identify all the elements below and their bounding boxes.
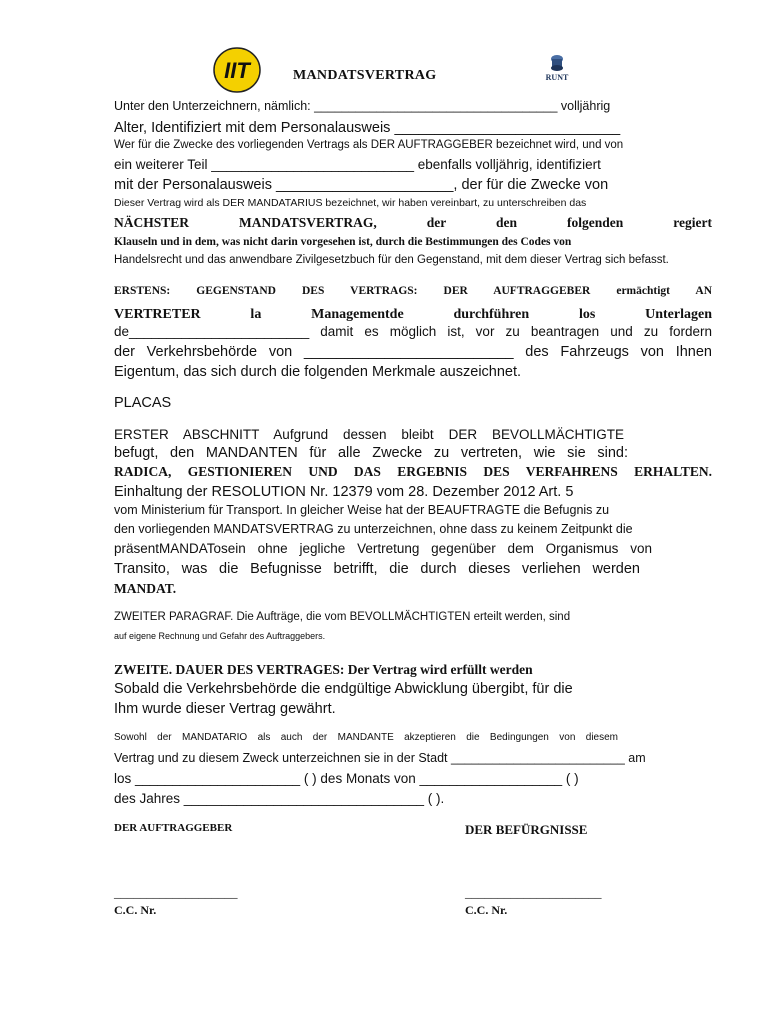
text-line: Eigentum, das sich durch die folgenden Merkmale auszeichnet. bbox=[114, 364, 522, 380]
text-line: los ______________________ ( ) des Monats von ___________________ ( ) bbox=[114, 771, 579, 786]
section-heading: RADICA, GESTIONIEREN UND DAS ERGEBNIS DES VERFAHRENS ERHALTEN. bbox=[114, 464, 712, 479]
text-line: Alter, Identifiziert mit dem Personalausweis ____________________________ bbox=[114, 120, 621, 136]
svg-text:RUNT: RUNT bbox=[545, 73, 569, 82]
signature-line-agent: _____________________ bbox=[465, 885, 602, 900]
text-line: den vorliegenden MANDATSVERTRAG zu unterzeichnen, ohne dass zu keinem Zeitpunkt die bbox=[114, 522, 633, 536]
signature-label-client: DER AUFTRAGGEBER bbox=[114, 822, 233, 834]
text-line bbox=[114, 305, 712, 323]
text-line: Unter den Unterzeichnern, nämlich: ___________________________________ volljährig bbox=[114, 99, 611, 113]
text-line: Vertrag und zu diesem Zweck unterzeichnen sie in der Stadt _________________________ am bbox=[114, 751, 646, 765]
svg-text:IIT: IIT bbox=[224, 58, 250, 83]
text-line: ein weiterer Teil ___________________________ ebenfalls volljährig, identifiziert bbox=[114, 157, 601, 172]
text-line: PLACAS bbox=[114, 395, 172, 411]
text-line: der Verkehrsbehörde von __________________________ des Fahrzeugs von Ihnen bbox=[114, 344, 712, 360]
text-line: des Jahres ________________________________ ( ). bbox=[114, 791, 445, 806]
text-line: Sobald die Verkehrsbehörde die endgültige Abwicklung übergibt, für die bbox=[114, 681, 573, 697]
text-line: mit der Personalausweis ______________________, der für die Zwecke von bbox=[114, 177, 609, 193]
document-title: MANDATSVERTRAG bbox=[293, 68, 437, 83]
id-number-label-agent: C.C. Nr. bbox=[465, 903, 508, 917]
company-logo-right bbox=[537, 50, 577, 86]
text-line: Ihm wurde dieser Vertrag gewährt. bbox=[114, 701, 336, 717]
text-line: Sowohl der MANDATARIO als auch der MANDANTE akzeptieren die Bedingungen von diesem bbox=[114, 732, 618, 743]
company-logo-left bbox=[213, 47, 261, 93]
signature-label-agent: DER BEFÜRGNISSE bbox=[465, 822, 588, 837]
text-line: ZWEITER PARAGRAF. Die Aufträge, die vom BEVOLLMÄCHTIGTEN erteilt werden, sind bbox=[114, 611, 571, 623]
text-line: vom Ministerium für Transport. In gleicher Weise hat der BEAUFTRAGTE die Befugnis zu bbox=[114, 503, 610, 517]
text-fragment: VERTRETER la Managementde durchführen los Unterlagen bbox=[114, 307, 712, 322]
text-line: Einhaltung der RESOLUTION Nr. 12379 vom 28. Dezember 2012 Art. 5 bbox=[114, 484, 574, 500]
text-line: Dieser Vertrag wird als DER MANDATARIUS bezeichnet, wir haben vereinbart, zu unterschreiben das bbox=[114, 197, 587, 209]
text-line: präsentMANDATosein ohne jegliche Vertretung gegenüber dem Organismus von bbox=[114, 541, 652, 556]
text-line: ERSTER ABSCHNITT Aufgrund dessen bleibt DER BEVOLLMÄCHTIGTE bbox=[114, 427, 624, 442]
signature-line-client: ___________________ bbox=[114, 885, 238, 900]
section-heading: NÄCHSTER MANDATSVERTRAG, der den folgenden regiert bbox=[114, 215, 712, 230]
text-line: befugt, den MANDANTEN für alle Zwecke zu vertreten, wie sie sind: bbox=[114, 445, 628, 461]
text-line: Handelsrecht und das anwendbare Zivilgesetzbuch für den Gegenstand, mit dem dieser Vertrag sich befasst. bbox=[114, 254, 669, 266]
text-line: Transito, was die Befugnisse betrifft, die durch dieses verliehen werden bbox=[114, 561, 640, 577]
text-line: MANDAT. bbox=[114, 581, 177, 596]
text-line: auf eigene Rechnung und Gefahr des Auftraggebers. bbox=[114, 631, 326, 641]
text-line: Wer für die Zwecke des vorliegenden Vertrags als DER AUFTRAGGEBER bezeichnet wird, und von bbox=[114, 139, 624, 151]
text-line: Klauseln und in dem, was nicht darin vorgesehen ist, durch die Bestimmungen des Codes von bbox=[114, 236, 572, 248]
text-line: de________________________ damit es möglich ist, vor zu beantragen und zu fordern bbox=[114, 324, 712, 339]
section-heading: ZWEITE. DAUER DES VERTRAGES: Der Vertrag wird erfüllt werden bbox=[114, 662, 533, 677]
id-number-label-client: C.C. Nr. bbox=[114, 903, 157, 917]
section-heading: ERSTENS: GEGENSTAND DES VERTRAGS: DER AUFTRAGGEBER ermächtigt AN bbox=[114, 285, 712, 297]
